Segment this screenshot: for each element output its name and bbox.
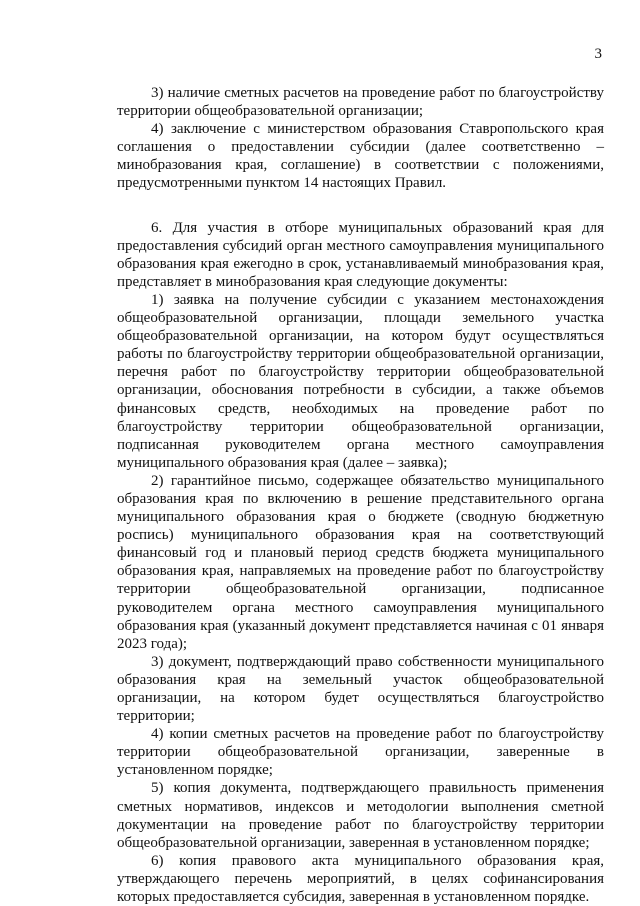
page-number: 3 — [594, 46, 602, 62]
paragraph-document-3: 3) документ, подтверждающий право собственности муниципального образования края на земельный участок общеобразовательной организации, на котором будет осуществляться благоустройство территории; — [117, 653, 604, 725]
paragraph-document-6: 6) копия правового акта муниципального образования края, утверждающего перечень мероприятий, в целях софинансирования которых предоставляется субсидия, заверенная в установленном порядке. — [117, 852, 604, 906]
document-body — [117, 84, 604, 906]
paragraph-document-2: 2) гарантийное письмо, содержащее обязательство муниципального образования края по включению в решение представительного органа муниципального образования края о бюджете (сводную бюджетную роспись) муниципального образования края на соответствующий финансовый год и плановый период средств бюджета муниципального образования края, направляемых на проведение работ по благоустройству территории общеобразовательной организации, подписанное руководителем органа местного самоуправления муниципального образования края (указанный документ представляется начиная с 01 января 2023 года); — [117, 472, 604, 652]
paragraph-document-4: 4) копии сметных расчетов на проведение работ по благоустройству территории общеобразовательной организации, заверенные в установленном порядке; — [117, 726, 604, 779]
paragraph-item-3: 3) наличие сметных расчетов на проведение работ по благоустройству территории общеобразовательной организации; — [117, 85, 604, 120]
paragraph-item-4: 4) заключение с министерством образования Ставропольского края соглашения о предоставлении субсидии (далее соответственно – минобразования края, соглашение) в соответствии с положениями, предусмотренными пунктом 14 настоящих Правил. — [117, 121, 604, 192]
paragraph-section-6: 6. Для участия в отборе муниципальных образований края для предоставления субсидий орган местного самоуправления муниципального образования края ежегодно в срок, устанавливаемый минобразования края, представляет в минобразования края следующие документы: — [117, 219, 604, 290]
paragraph-document-1: 1) заявка на получение субсидии с указанием местонахождения общеобразовательной организации, площади земельного участка общеобразовательной организации, на котором будут осуществляться работы по благоустройству территории общеобразовательной организации, перечня работ по благоустройству территории общеобразовательной организации, обоснования потребности в субсидии, а также объемов финансовых средств, необходимых на проведение работ по благоустройству территории общеобразовательной организации, подписанная руководителем органа местного самоуправления муниципального образования края (далее – заявка); — [117, 291, 604, 471]
paragraph-document-5: 5) копия документа, подтверждающего правильность применения сметных нормативов, индексов и методологии выполнения сметной документации на проведение работ по благоустройству территории общеобразовательной организации, заверенная в установленном порядке; — [117, 780, 604, 851]
